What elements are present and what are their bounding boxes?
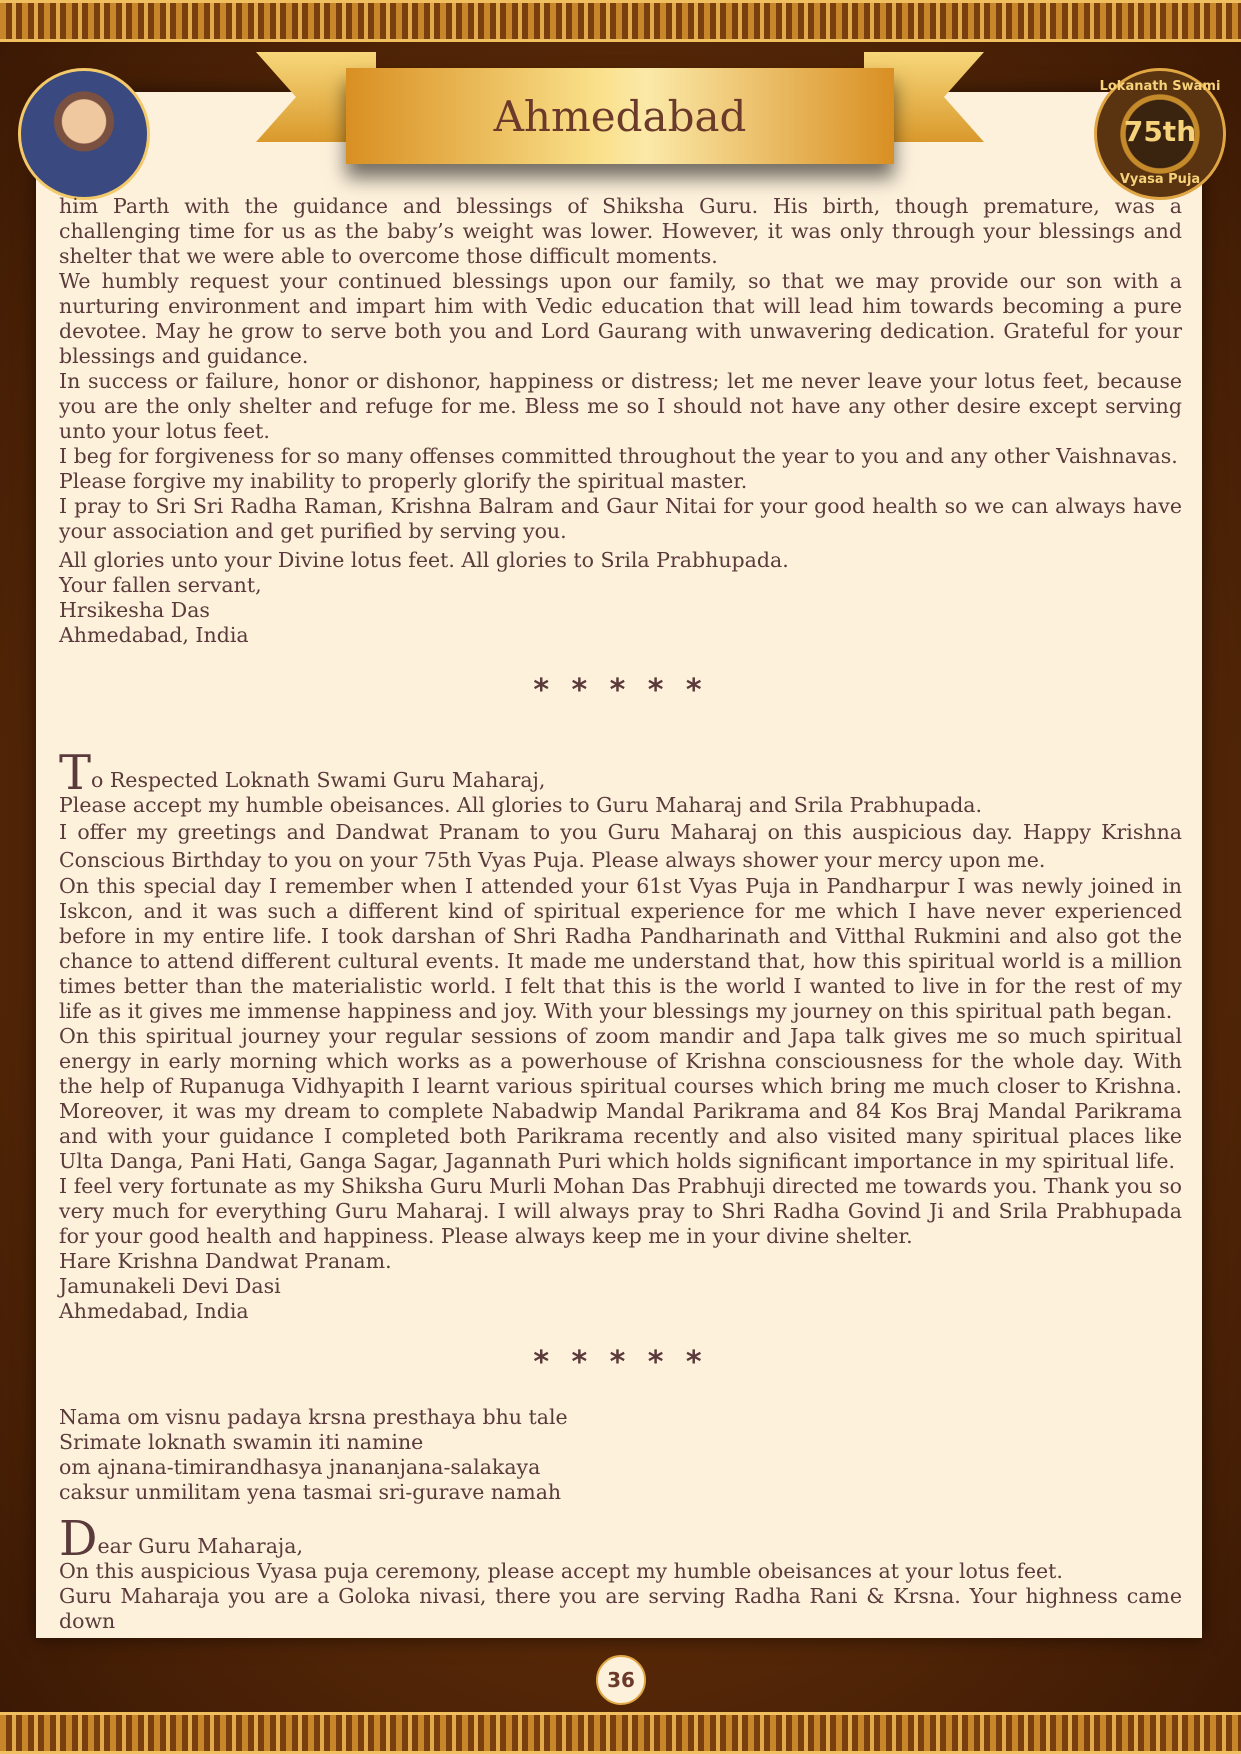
- letter1-paragraph: Please forgive my inability to properly glorify the spiritual master.: [59, 469, 748, 493]
- seal-top-text: Lokanath Swami: [1099, 79, 1221, 94]
- decorative-border-top: [0, 0, 1241, 42]
- dropcap-letter: T: [59, 745, 92, 801]
- guru-portrait-image: [18, 68, 150, 200]
- letter1-paragraph: I beg for forgiveness for so many offenses committed throughout the year to you and any other Vaishnavas.: [59, 444, 1178, 468]
- verse-line: Srimate loknath swamin iti namine: [59, 1430, 424, 1454]
- letter2-signature: Jamunakeli Devi Dasi: [59, 1274, 281, 1298]
- letter2-paragraph: I feel very fortunate as my Shiksha Guru Murli Mohan Das Prabhuji directed me towards you. Thank you so very much for everything Guru Maharaj. I will always pray to Shri Radha Govind Ji and Srila Prabhupada for your good health and happiness. Please always keep me in your divine shelter.: [59, 1174, 1182, 1248]
- seal-number: 75th: [1123, 115, 1197, 148]
- salutation-text: o Respected Loknath Swami Guru Maharaj,: [91, 768, 546, 792]
- page-number: 36: [596, 1655, 646, 1705]
- letter1-paragraph: him Parth with the guidance and blessings of Shiksha Guru. His birth, though premature, was a challenging time for us as the baby’s weight was lower. However, it was only through your blessings and shelter that we were able to overcome those difficult moments.: [59, 194, 1182, 268]
- letter2-closing-line: Hare Krishna Dandwat Pranam.: [59, 1249, 392, 1273]
- letter3-paragraph: On this auspicious Vyasa puja ceremony, please accept my humble obeisances at your lotus feet.: [59, 1559, 1063, 1583]
- page-title: Ahmedabad: [493, 91, 747, 141]
- letter2-location: Ahmedabad, India: [59, 1299, 249, 1323]
- title-ribbon: [256, 50, 984, 180]
- letter3-paragraph: Guru Maharaja you are a Goloka nivasi, there you are serving Radha Rani & Krsna. Your highness came down: [59, 1584, 1182, 1633]
- letter2-paragraph: On this spiritual journey your regular sessions of zoom mandir and Japa talk gives me so much spiritual energy in early morning which works as a powerhouse of Krishna consciousness for the whole day. With the help of Rupanuga Vidhyapith I learnt various spiritual courses which bring me much closer to Krishna. Moreover, it was my dream to complete Nabadwip Mandal Parikrama and 84 Kos Braj Mandal Parikrama and with your guidance I completed both Parikrama recently and also visited many spiritual places like Ulta Danga, Pani Hati, Ganga Sagar, Jagannath Puri which holds significant importance in my spiritual life.: [59, 1024, 1182, 1173]
- letter1-closing-line: All glories unto your Divine lotus feet. All glories to Srila Prabhupada.: [59, 548, 789, 572]
- letter3-salutation: [59, 1511, 1182, 1567]
- section-separator: * * * * *: [533, 1345, 708, 1380]
- letter2-paragraph: Please accept my humble obeisances. All glories to Guru Maharaj and Srila Prabhupada.: [59, 793, 983, 817]
- letter1-signature: Hrsikesha Das: [59, 598, 210, 622]
- decorative-border-bottom: [0, 1712, 1241, 1754]
- letter1-paragraph: In success or failure, honor or dishonor, happiness or distress; let me never leave your lotus feet, because you are the only shelter and refuge for me. Bless me so I should not have any other desire except serving unto your lotus feet.: [59, 369, 1182, 443]
- page-content: [59, 194, 1182, 1634]
- letter1-paragraph: I pray to Sri Sri Radha Raman, Krishna Balram and Gaur Nitai for your good health so we can always have your association and get purified by serving you.: [59, 494, 1182, 543]
- verse-line: om ajnana-timirandhasya jnananjana-salakaya: [59, 1455, 541, 1479]
- seal-bottom-text: Vyasa Puja: [1119, 172, 1201, 187]
- verse-line: caksur unmilitam yena tasmai sri-gurave namah: [59, 1480, 562, 1504]
- vyasa-puja-75th-seal: [1094, 68, 1226, 200]
- section-separator: * * * * *: [533, 673, 708, 708]
- letter2-paragraph: I offer my greetings and Dandwat Pranam to you Guru Maharaj on this auspicious day. Happy Krishna Conscious Birthday to you on your 75th Vyas Puja. Please always shower your mercy upon me.: [59, 820, 1182, 872]
- salutation-text: ear Guru Maharaja,: [97, 1534, 304, 1558]
- letter2-paragraph: On this special day I remember when I attended your 61st Vyas Puja in Pandharpur I was newly joined in Iskcon, and it was such a different kind of spiritual experience for me which I have never experienced before in my entire life. I took darshan of Shri Radha Pandharinath and Vitthal Rukmini and also got the chance to attend different cultural events. It made me understand that, how this spiritual world is a million times better than the materialistic world. I felt that this is the world I wanted to live in for the rest of my life as it gives me immense happiness and joy. With your blessings my journey on this spiritual path began.: [59, 874, 1182, 1023]
- verse-line: Nama om visnu padaya krsna presthaya bhu tale: [59, 1405, 568, 1429]
- letter1-location: Ahmedabad, India: [59, 623, 249, 647]
- letter1-closing-line: Your fallen servant,: [59, 573, 262, 597]
- letter2-salutation: [59, 745, 1182, 801]
- letter1-paragraph: We humbly request your continued blessings upon our family, so that we may provide our son with a nurturing environment and impart him with Vedic education that will lead him towards becoming a pure devotee. May he grow to serve both you and Lord Gaurang with unwavering dedication. Grateful for your blessings and guidance.: [59, 269, 1182, 368]
- ribbon-banner: [346, 68, 894, 164]
- dropcap-letter: D: [59, 1511, 98, 1567]
